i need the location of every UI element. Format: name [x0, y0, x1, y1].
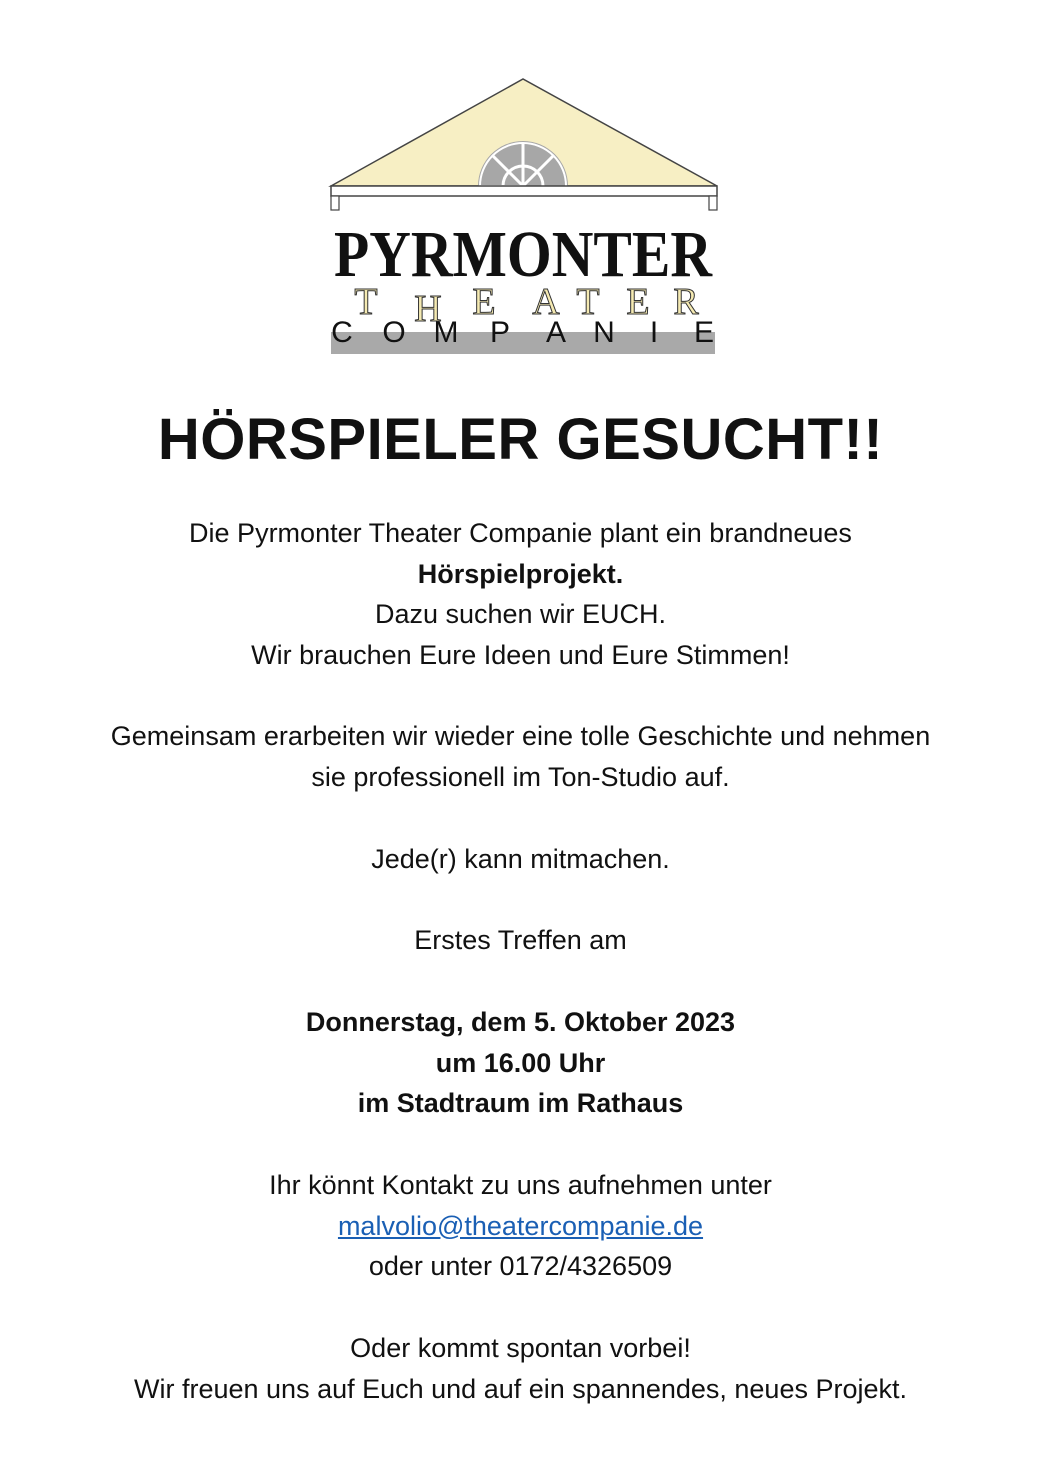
- studio-line: Gemeinsam erarbeiten wir wieder eine tolle Geschichte und nehmen: [110, 721, 931, 751]
- intro-project: Hörspielprojekt.: [417, 558, 624, 589]
- meeting-place: im Stadtraum im Rathaus: [357, 1088, 684, 1118]
- intro-line: Dazu suchen wir EUCH.: [374, 599, 667, 629]
- svg-text:H: H: [414, 288, 442, 330]
- studio-block: [0, 716, 1041, 797]
- svg-text:E: E: [472, 281, 496, 323]
- theater-logo: [328, 76, 720, 356]
- svg-text:T: T: [576, 281, 600, 323]
- contact-line: Ihr könnt Kontakt zu uns aufnehmen unter: [269, 1170, 772, 1200]
- svg-text:M: M: [433, 316, 459, 349]
- everyone-block: [0, 839, 1041, 880]
- meeting-details: [0, 1002, 1041, 1124]
- closing-line: Oder kommt spontan vorbei!: [350, 1333, 691, 1363]
- svg-text:A: A: [532, 281, 560, 323]
- svg-text:A: A: [545, 316, 567, 349]
- meeting-intro-text: Erstes Treffen am: [414, 925, 627, 955]
- svg-text:I: I: [649, 316, 659, 349]
- svg-text:N: N: [593, 316, 615, 349]
- svg-text:R: R: [673, 281, 699, 323]
- logo-pyrmonter-text: PYRMONTER: [334, 218, 714, 291]
- phone-line: oder unter 0172/4326509: [368, 1251, 673, 1281]
- svg-text:O: O: [382, 316, 406, 349]
- closing-line: Wir freuen uns auf Euch und auf ein spannendes, neues Projekt.: [134, 1373, 907, 1404]
- svg-text:E: E: [693, 316, 715, 349]
- svg-text:E: E: [626, 281, 650, 323]
- svg-text:P: P: [489, 316, 511, 349]
- meeting-date: Donnerstag, dem 5. Oktober 2023: [305, 1007, 736, 1037]
- closing-block: [0, 1328, 1041, 1409]
- contact-block: [0, 1165, 1041, 1287]
- intro-line: Die Pyrmonter Theater Companie plant ein brandneues: [189, 518, 852, 548]
- meeting-intro-block: [0, 920, 1041, 961]
- studio-line: sie professionell im Ton-Studio auf.: [311, 761, 730, 792]
- meeting-time: um 16.00 Uhr: [435, 1047, 606, 1078]
- email-link[interactable]: malvolio@theatercompanie.de: [337, 1210, 704, 1241]
- headline: HÖRSPIELER GESUCHT!!: [157, 407, 884, 472]
- svg-text:T: T: [354, 281, 378, 323]
- intro-line: Wir brauchen Eure Ideen und Eure Stimmen!: [251, 639, 790, 670]
- intro-block: [0, 513, 1041, 675]
- svg-text:C: C: [331, 316, 353, 349]
- everyone-text: Jede(r) kann mitmachen.: [371, 844, 670, 874]
